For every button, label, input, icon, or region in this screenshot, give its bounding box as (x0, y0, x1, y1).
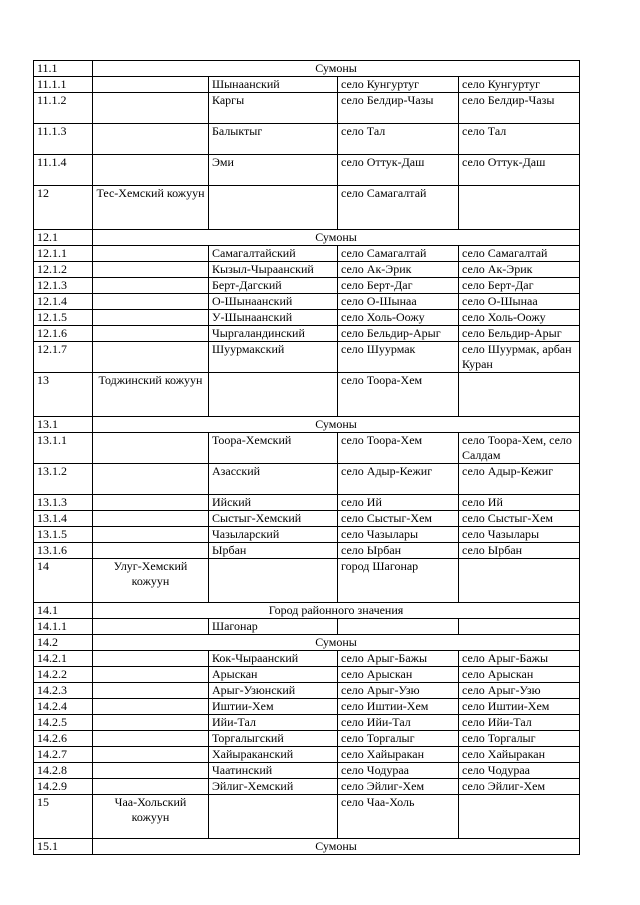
name-cell: Каргы (209, 93, 338, 124)
code-cell: 13.1.2 (34, 464, 93, 495)
settlements-cell: село Бельдир-Арыг (459, 326, 580, 342)
settlements-cell: село Арыг-Узю (459, 683, 580, 699)
section-row (34, 61, 580, 77)
name-cell: Шуурмакский (209, 342, 338, 373)
district-cell (93, 342, 209, 373)
center-cell: село Иштии-Хем (338, 699, 459, 715)
name-cell: Эми (209, 155, 338, 186)
center-cell: село Торгалыг (338, 731, 459, 747)
table-row (34, 715, 580, 731)
district-cell (93, 747, 209, 763)
district-cell (93, 527, 209, 543)
name-cell: Ийский (209, 495, 338, 511)
table-row (34, 763, 580, 779)
settlements-cell: село Холь-Оожу (459, 310, 580, 326)
settlements-cell: село Чазылары (459, 527, 580, 543)
district-cell: Тес-Хемский кожуун (93, 186, 209, 230)
table-row (34, 155, 580, 186)
district-cell (93, 294, 209, 310)
center-cell: село О-Шынаа (338, 294, 459, 310)
center-cell: село Холь-Оожу (338, 310, 459, 326)
settlements-cell: село Ий (459, 495, 580, 511)
code-cell: 12.1.4 (34, 294, 93, 310)
name-cell: Ырбан (209, 543, 338, 559)
district-cell (93, 262, 209, 278)
table-row (34, 77, 580, 93)
name-cell (209, 373, 338, 417)
center-cell: село Адыр-Кежиг (338, 464, 459, 495)
code-cell: 14.2.3 (34, 683, 93, 699)
name-cell: Эйлиг-Хемский (209, 779, 338, 795)
settlements-cell: село Берт-Даг (459, 278, 580, 294)
code-cell: 13.1.3 (34, 495, 93, 511)
settlements-cell: село Иштии-Хем (459, 699, 580, 715)
code-cell: 12.1.1 (34, 246, 93, 262)
center-cell: село Бельдир-Арыг (338, 326, 459, 342)
section-title: Сумоны (93, 230, 580, 246)
center-cell: село Ак-Эрик (338, 262, 459, 278)
center-cell: село Тал (338, 124, 459, 155)
district-cell (93, 651, 209, 667)
name-cell: Балыктыг (209, 124, 338, 155)
name-cell: Иштии-Хем (209, 699, 338, 715)
settlements-cell: село Эйлиг-Хем (459, 779, 580, 795)
section-title: Сумоны (93, 417, 580, 433)
settlements-cell: село Хайыракан (459, 747, 580, 763)
settlements-cell: село Чодураа (459, 763, 580, 779)
code-cell: 14.1 (34, 603, 93, 619)
code-cell: 14.2 (34, 635, 93, 651)
center-cell: село Эйлиг-Хем (338, 779, 459, 795)
name-cell: Шагонар (209, 619, 338, 635)
table-row (34, 342, 580, 373)
settlements-cell: село Сыстыг-Хем (459, 511, 580, 527)
settlements-cell: село Кунгуртуг (459, 77, 580, 93)
name-cell: Азасский (209, 464, 338, 495)
district-cell: Тоджинский кожуун (93, 373, 209, 417)
settlements-cell: село Тал (459, 124, 580, 155)
district-cell: Чаа-Хольский кожуун (93, 795, 209, 839)
settlements-cell: село Ийи-Тал (459, 715, 580, 731)
code-cell: 11.1 (34, 61, 93, 77)
code-cell: 13.1.1 (34, 433, 93, 464)
code-cell: 12.1.2 (34, 262, 93, 278)
table-row (34, 433, 580, 464)
document-page (33, 60, 579, 855)
settlements-cell (459, 559, 580, 603)
name-cell: Арыг-Узюнский (209, 683, 338, 699)
settlements-cell: село Самагалтай (459, 246, 580, 262)
settlements-cell: село Ак-Эрик (459, 262, 580, 278)
table-row (34, 186, 580, 230)
code-cell: 14.2.5 (34, 715, 93, 731)
district-cell (93, 124, 209, 155)
center-cell: село Чазылары (338, 527, 459, 543)
settlements-cell: село Торгалыг (459, 731, 580, 747)
code-cell: 14.1.1 (34, 619, 93, 635)
district-cell (93, 763, 209, 779)
code-cell: 14.2.8 (34, 763, 93, 779)
name-cell: Арыскан (209, 667, 338, 683)
table-row (34, 262, 580, 278)
table-row (34, 683, 580, 699)
table-row (34, 511, 580, 527)
code-cell: 11.1.2 (34, 93, 93, 124)
table-row (34, 699, 580, 715)
table-row (34, 619, 580, 635)
center-cell: село Чодураа (338, 763, 459, 779)
district-cell (93, 93, 209, 124)
code-cell: 12.1.7 (34, 342, 93, 373)
municipal-table (33, 60, 580, 855)
center-cell: село Оттук-Даш (338, 155, 459, 186)
section-row (34, 839, 580, 855)
district-cell (93, 278, 209, 294)
district-cell (93, 543, 209, 559)
center-cell: город Шагонар (338, 559, 459, 603)
table-row (34, 464, 580, 495)
district-cell (93, 77, 209, 93)
code-cell: 14.2.4 (34, 699, 93, 715)
center-cell: село Ийи-Тал (338, 715, 459, 731)
table-row (34, 747, 580, 763)
name-cell: Торгалыгский (209, 731, 338, 747)
code-cell: 11.1.4 (34, 155, 93, 186)
code-cell: 12.1.3 (34, 278, 93, 294)
district-cell (93, 731, 209, 747)
code-cell: 12.1.5 (34, 310, 93, 326)
district-cell (93, 155, 209, 186)
table-row (34, 651, 580, 667)
center-cell: село Шуурмак (338, 342, 459, 373)
table-row (34, 543, 580, 559)
name-cell: Чыргаландинский (209, 326, 338, 342)
settlements-cell (459, 795, 580, 839)
code-cell: 14 (34, 559, 93, 603)
name-cell: Самагалтайский (209, 246, 338, 262)
table-row (34, 294, 580, 310)
code-cell: 13.1.5 (34, 527, 93, 543)
table-row (34, 124, 580, 155)
center-cell: село Арыг-Бажы (338, 651, 459, 667)
name-cell: Шынаанский (209, 77, 338, 93)
code-cell: 15.1 (34, 839, 93, 855)
table-row (34, 278, 580, 294)
name-cell: Ийи-Тал (209, 715, 338, 731)
center-cell: село Самагалтай (338, 186, 459, 230)
table-body (34, 61, 580, 855)
name-cell: Кок-Чыраанский (209, 651, 338, 667)
center-cell: село Сыстыг-Хем (338, 511, 459, 527)
table-row (34, 495, 580, 511)
district-cell (93, 464, 209, 495)
center-cell: село Тоора-Хем (338, 433, 459, 464)
center-cell: село Ырбан (338, 543, 459, 559)
district-cell (93, 715, 209, 731)
district-cell (93, 667, 209, 683)
section-title: Город районного значения (93, 603, 580, 619)
table-row (34, 93, 580, 124)
center-cell: село Хайыракан (338, 747, 459, 763)
district-cell (93, 619, 209, 635)
code-cell: 11.1.3 (34, 124, 93, 155)
name-cell: Тоора-Хемский (209, 433, 338, 464)
settlements-cell: село Шуурмак, арбан Куран (459, 342, 580, 373)
settlements-cell (459, 619, 580, 635)
code-cell: 12.1.6 (34, 326, 93, 342)
section-title: Сумоны (93, 839, 580, 855)
center-cell (338, 619, 459, 635)
table-row (34, 559, 580, 603)
center-cell: село Белдир-Чазы (338, 93, 459, 124)
table-row (34, 527, 580, 543)
code-cell: 11.1.1 (34, 77, 93, 93)
district-cell (93, 246, 209, 262)
code-cell: 13.1.6 (34, 543, 93, 559)
district-cell (93, 495, 209, 511)
section-row (34, 635, 580, 651)
district-cell (93, 779, 209, 795)
district-cell (93, 433, 209, 464)
settlements-cell: село Тоора-Хем, село Салдам (459, 433, 580, 464)
center-cell: село Самагалтай (338, 246, 459, 262)
name-cell: Чаатинский (209, 763, 338, 779)
name-cell: Сыстыг-Хемский (209, 511, 338, 527)
section-title: Сумоны (93, 61, 580, 77)
code-cell: 12.1 (34, 230, 93, 246)
code-cell: 12 (34, 186, 93, 230)
name-cell: Хайыраканский (209, 747, 338, 763)
settlements-cell (459, 373, 580, 417)
district-cell: Улуг-Хемский кожуун (93, 559, 209, 603)
section-row (34, 417, 580, 433)
center-cell: село Чаа-Холь (338, 795, 459, 839)
name-cell (209, 795, 338, 839)
center-cell: село Берт-Даг (338, 278, 459, 294)
center-cell: село Ий (338, 495, 459, 511)
district-cell (93, 683, 209, 699)
code-cell: 14.2.7 (34, 747, 93, 763)
district-cell (93, 326, 209, 342)
settlements-cell: село Оттук-Даш (459, 155, 580, 186)
settlements-cell: село Адыр-Кежиг (459, 464, 580, 495)
settlements-cell: село Ырбан (459, 543, 580, 559)
code-cell: 14.2.9 (34, 779, 93, 795)
district-cell (93, 511, 209, 527)
code-cell: 13 (34, 373, 93, 417)
table-row (34, 795, 580, 839)
code-cell: 13.1 (34, 417, 93, 433)
section-row (34, 603, 580, 619)
table-row (34, 731, 580, 747)
center-cell: село Арыг-Узю (338, 683, 459, 699)
table-row (34, 310, 580, 326)
table-row (34, 246, 580, 262)
table-row (34, 373, 580, 417)
name-cell: О-Шынаанский (209, 294, 338, 310)
name-cell: Кызыл-Чыраанский (209, 262, 338, 278)
code-cell: 14.2.1 (34, 651, 93, 667)
table-row (34, 667, 580, 683)
table-row (34, 779, 580, 795)
name-cell: Берт-Дагский (209, 278, 338, 294)
settlements-cell: село Арыскан (459, 667, 580, 683)
section-row (34, 230, 580, 246)
settlements-cell: село Арыг-Бажы (459, 651, 580, 667)
name-cell (209, 559, 338, 603)
district-cell (93, 699, 209, 715)
settlements-cell (459, 186, 580, 230)
name-cell: Чазыларский (209, 527, 338, 543)
code-cell: 15 (34, 795, 93, 839)
center-cell: село Кунгуртуг (338, 77, 459, 93)
code-cell: 14.2.6 (34, 731, 93, 747)
district-cell (93, 310, 209, 326)
table-row (34, 326, 580, 342)
name-cell: У-Шынаанский (209, 310, 338, 326)
settlements-cell: село О-Шынаа (459, 294, 580, 310)
code-cell: 13.1.4 (34, 511, 93, 527)
center-cell: село Тоора-Хем (338, 373, 459, 417)
code-cell: 14.2.2 (34, 667, 93, 683)
settlements-cell: село Белдир-Чазы (459, 93, 580, 124)
center-cell: село Арыскан (338, 667, 459, 683)
section-title: Сумоны (93, 635, 580, 651)
name-cell (209, 186, 338, 230)
